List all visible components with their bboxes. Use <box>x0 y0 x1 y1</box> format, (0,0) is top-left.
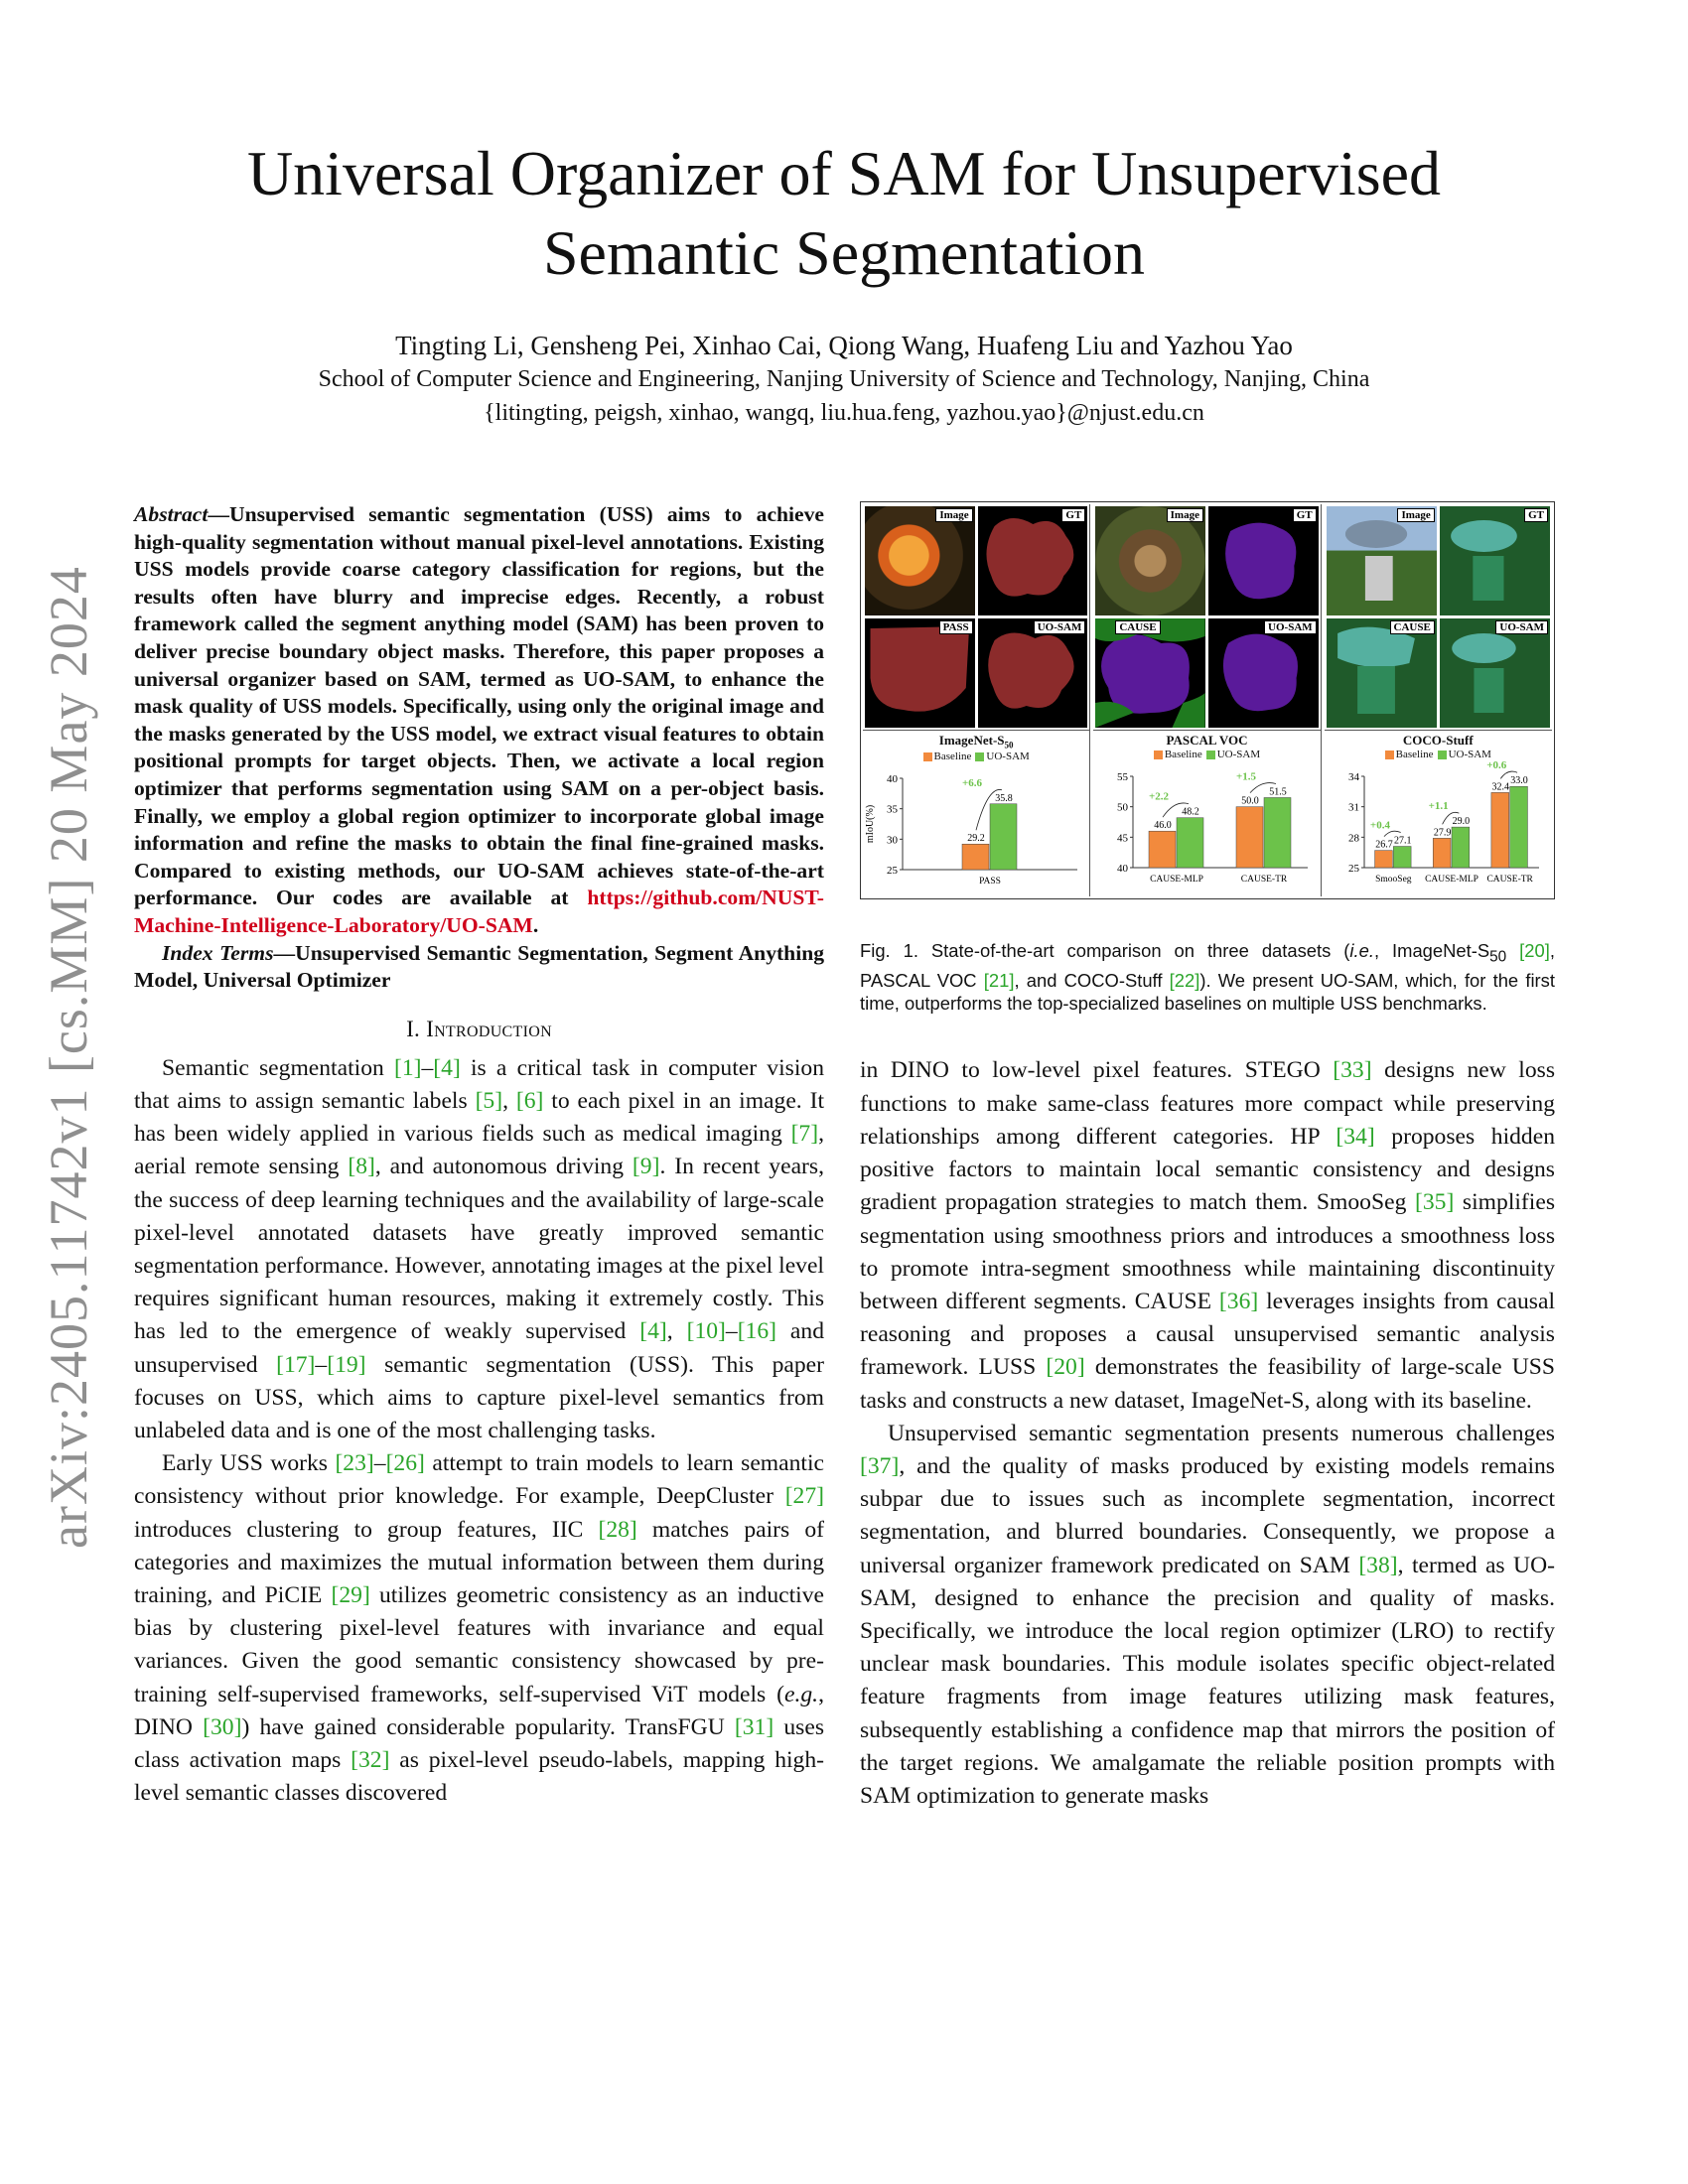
citation-link[interactable]: [23] <box>335 1450 374 1477</box>
bar-value-label: 27.9 <box>1433 827 1452 839</box>
bar-value-label: 46.0 <box>1154 820 1173 832</box>
panel-imagenet <box>863 504 1090 896</box>
bar-uosam <box>1452 827 1470 868</box>
citation-link[interactable]: [20] <box>1046 1354 1085 1381</box>
y-axis-label: mIoU(%) <box>865 804 876 843</box>
mask-gt-imagenet <box>978 506 1088 615</box>
text: in DINO to low-level pixel features. STEGO <box>860 1057 1334 1084</box>
gain-label: +0.4 <box>1369 819 1390 832</box>
bar-value-label: 35.8 <box>995 792 1013 804</box>
mask-cause-coco <box>1327 618 1437 728</box>
y-tick-label: 50 <box>1117 801 1129 814</box>
index-terms <box>134 940 824 995</box>
chart-title: COCO-Stuff <box>1402 733 1474 748</box>
bar-value-label: 29.0 <box>1452 816 1470 828</box>
title-line-2: Semantic Segmentation <box>542 217 1146 288</box>
citation-link[interactable]: [7] <box>790 1121 819 1148</box>
mask-pass-imagenet <box>865 618 975 728</box>
tag-image: Image <box>1167 508 1203 522</box>
y-tick-label: 25 <box>1347 863 1359 875</box>
abstract-end: . <box>532 912 539 937</box>
left-column <box>134 501 824 1810</box>
mask-shape <box>1440 618 1550 728</box>
text: ) have gained considerable popularity. TransFGU <box>241 1713 735 1740</box>
text: proposes hidden positive factors to maintain local semantic consistency and designs gradient propagation strategies to match them. SmooSeg <box>860 1123 1555 1216</box>
text: introduces clustering to group features, IIC <box>134 1516 599 1543</box>
citation-link[interactable]: [29] <box>331 1581 370 1608</box>
intro-paragraph-2 <box>134 1447 824 1810</box>
text: – <box>725 1318 738 1345</box>
text: utilizes geometric consistency as an inductive bias by clustering pixel-level features with invariance and equal variances. Given the good semantic consistency showcased by pre-training self-supervised frameworks, self-supervised ViT models ( <box>134 1581 824 1707</box>
x-tick-label: SmooSeg <box>1374 875 1412 885</box>
text <box>1506 940 1519 961</box>
affiliation: School of Computer Science and Engineering, Nanjing University of Science and Technology, Nanjing, China <box>318 366 1370 392</box>
citation-link[interactable]: [31] <box>734 1713 774 1740</box>
bar-baseline <box>1236 807 1263 868</box>
tag-image: Image <box>935 508 972 522</box>
text: – <box>315 1351 328 1378</box>
panel-pascal-voc <box>1093 504 1321 896</box>
citation-link[interactable]: [8] <box>348 1154 375 1180</box>
panel-coco-stuff <box>1325 504 1552 896</box>
legend-swatch-uosam <box>975 752 984 761</box>
legend-label-uosam: UO-SAM <box>1216 749 1261 760</box>
text: – <box>421 1054 434 1081</box>
sample-images-pascal <box>1093 504 1320 730</box>
sample-images-imagenet <box>863 504 1089 730</box>
mask-shape <box>1208 618 1319 728</box>
sample-image-dog <box>1095 506 1205 615</box>
figure-1-caption <box>860 939 1555 1016</box>
tag-gt: GT <box>1061 508 1085 522</box>
text: to each pixel in an image. It has been widely applied in various fields such as medical imaging <box>134 1087 824 1148</box>
bar-baseline <box>1374 851 1392 868</box>
legend-baseline <box>923 751 972 762</box>
mask-shape <box>978 618 1088 728</box>
bar-value-label: 26.7 <box>1374 839 1393 851</box>
tag-pass: PASS <box>939 620 973 634</box>
mask-gt-pascal <box>1208 506 1319 615</box>
text: , aerial remote sensing <box>134 1121 824 1180</box>
mask-shape <box>1208 506 1319 615</box>
paper-title <box>134 134 1554 293</box>
bar-baseline <box>1491 792 1509 868</box>
mask-shape <box>1440 506 1550 615</box>
citation-link[interactable]: [38] <box>1358 1552 1398 1578</box>
mask-uosam-coco <box>1440 618 1550 728</box>
bar-baseline <box>1149 831 1176 868</box>
x-tick-label: CAUSE-TR <box>1241 875 1288 885</box>
x-tick-label: PASS <box>979 876 1001 887</box>
bar-value-label: 50.0 <box>1241 795 1260 807</box>
chart-title <box>863 733 1089 751</box>
tag-uosam: UO-SAM <box>1264 620 1317 634</box>
legend-swatch-baseline <box>923 752 932 761</box>
text: attempt to train models to learn semantic consistency without prior knowledge. For example, DeepCluster <box>134 1450 824 1510</box>
section-heading-introduction: I. Introduction <box>406 1016 552 1041</box>
bar-uosam <box>990 803 1017 869</box>
text: , <box>666 1318 687 1345</box>
mask-cause-pascal <box>1095 618 1205 728</box>
legend-uosam <box>1206 749 1260 760</box>
mask-gt-coco <box>1440 506 1550 615</box>
text: , termed as UO-SAM, designed to enhance the precision and quality of masks. Specifically, we introduce the local region optimizer (LRO) to rectify unclear mask boundaries. This module isolates specific object-related feature fragments from image features utilizing mask features, subsequently establishing a confidence map that mirrors the position of the target regions. We amalgamate the reliable position prompts with SAM optimization to generate masks <box>860 1552 1555 1809</box>
sample-images-coco <box>1325 504 1552 730</box>
mask-shape <box>1095 618 1205 728</box>
legend-swatch-uosam <box>1438 751 1447 759</box>
citation-link[interactable]: [9] <box>632 1154 660 1180</box>
bar-uosam <box>1509 786 1527 868</box>
bar-value-label: 51.5 <box>1269 786 1288 798</box>
citation-link[interactable]: [4] <box>639 1318 667 1345</box>
text: , PASCAL VOC <box>860 939 1555 991</box>
gain-label: +6.6 <box>961 776 983 789</box>
citation-link[interactable]: [1] <box>393 1054 422 1081</box>
tag-uosam: UO-SAM <box>1495 620 1548 634</box>
text: , DINO <box>134 1681 824 1740</box>
citation-link[interactable]: [32] <box>351 1746 390 1773</box>
x-tick-label: CAUSE-MLP <box>1424 875 1478 885</box>
bar-chart-imagenet <box>863 762 1087 891</box>
text-italic: e.g. <box>784 1681 819 1707</box>
bar-baseline <box>962 844 989 870</box>
arxiv-identifier-stamp: arXiv:2405.11742v1 [cs.MM] 20 May 2024 <box>39 566 98 1549</box>
code-link[interactable]: https://github.com/NUST-Machine-Intelligence-Laboratory/UO-SAM <box>134 886 824 937</box>
tag-cause: CAUSE <box>1390 620 1435 634</box>
mask-shape <box>865 618 975 728</box>
legend-label-uosam: UO-SAM <box>1448 749 1491 760</box>
text: designs new loss functions to make same-class features more compact while preserving relationships among different categories. HP <box>860 1057 1556 1150</box>
legend-baseline <box>1385 749 1434 760</box>
text: semantic segmentation (USS). This paper focuses on USS, which aims to capture pixel-level semantics from unlabeled data and is one of the most challenging tasks. <box>134 1351 824 1443</box>
intro-body-left <box>134 1052 824 1811</box>
citation-link[interactable]: [22] <box>1169 969 1200 991</box>
bar-value-label: 27.1 <box>1393 835 1412 847</box>
bar-value-label: 48.2 <box>1182 806 1200 818</box>
sample-image-goldfish <box>865 506 975 615</box>
sign-shape <box>1327 506 1437 615</box>
citation-link[interactable]: [34] <box>1336 1123 1375 1150</box>
text-italic: i.e. <box>1349 939 1374 961</box>
y-tick-label: 55 <box>1117 771 1129 783</box>
bar-chart-coco <box>1325 760 1549 889</box>
figure-1 <box>860 501 1555 899</box>
text: , and COCO-Stuff <box>1014 969 1170 991</box>
chart-imagenet <box>863 730 1089 896</box>
y-tick-label: 35 <box>887 803 898 816</box>
citation-link[interactable]: [28] <box>598 1516 637 1543</box>
text: , ImageNet-S <box>1373 939 1490 961</box>
text: as pixel-level pseudo-labels, mapping high-level semantic classes discovered <box>134 1746 825 1807</box>
text: , and the quality of masks produced by existing models remains subpar due to issues such as incomplete segmentation, incorrect segmentation, and blurred boundaries. Consequently, we propose a universal organizer framework predicated on SAM <box>860 1452 1555 1578</box>
bar-chart-pascal <box>1093 760 1318 889</box>
abstract-text: —Unsupervised semantic segmentation (USS) aims to achieve high-quality segmentation without manual pixel-level annotations. Existing USS models provide coarse category classification for regions, but the results often have blurry and imprecise edges. Recently, a robust framework called the segment anything model (SAM) has been proven to deliver precise boundary object masks. Therefore, this paper proposes a universal organizer based on SAM, termed as UO-SAM, to enhance the mask quality of USS models. Specifically, using only the original image and the masks generated by the USS model, we extract visual features to obtain positional prompts for target objects. Then, we activate a local region optimizer that performs segmentation using SAM on a per-object basis. Finally, we employ a global region optimizer to incorporate global image information and refine the masks to obtain the final fine-grained masks. Compared to existing methods, our UO-SAM achieves state-of-the-art performance. Our codes are available at <box>134 502 824 910</box>
text: , <box>502 1087 516 1114</box>
bar-value-label: 32.4 <box>1491 781 1509 793</box>
y-tick-label: 40 <box>1117 863 1129 875</box>
chart-legend <box>863 751 1089 762</box>
text: matches pairs of categories and maximizes the mutual information between them during training, and PiCIE <box>134 1516 824 1608</box>
tag-cause: CAUSE <box>1115 620 1160 634</box>
text: is a critical task in computer vision that aims to assign semantic labels <box>134 1054 824 1114</box>
chart-legend <box>1093 749 1320 760</box>
x-tick-label: CAUSE-TR <box>1486 875 1533 885</box>
gain-label: +2.2 <box>1149 790 1170 803</box>
abstract <box>134 501 824 940</box>
mask-shape <box>1327 618 1437 728</box>
text: uses class activation maps <box>134 1713 825 1773</box>
bar-value-label: 33.0 <box>1509 775 1528 787</box>
y-tick-label: 28 <box>1347 832 1359 845</box>
text: Fig. 1. State-of-the-art comparison on three datasets ( <box>860 939 1350 961</box>
y-tick-label: 31 <box>1347 801 1359 814</box>
bar-uosam <box>1264 797 1291 868</box>
text: . In recent years, the success of deep learning techniques and the availability of large-scale pixel-level annotated datasets have greatly improved semantic segmentation performance. However, annotating images at the pixel level requires significant human resources, making it extremely costly. This has led to the emergence of weakly supervised <box>134 1154 824 1345</box>
intro-paragraph-3 <box>860 1054 1555 1417</box>
citation-link[interactable]: [20] <box>1519 939 1550 961</box>
y-tick-label: 25 <box>887 864 898 877</box>
y-tick-label: 45 <box>1117 832 1129 845</box>
text: Semantic segmentation <box>162 1054 394 1081</box>
tag-uosam: UO-SAM <box>1034 620 1086 634</box>
text: , and autonomous driving <box>374 1154 633 1180</box>
chart-title-subscript: 50 <box>1004 740 1014 751</box>
bar-uosam <box>1393 847 1411 868</box>
legend-label-uosam: UO-SAM <box>986 750 1030 762</box>
citation-link[interactable]: [37] <box>860 1452 900 1479</box>
text: and unsupervised <box>134 1318 825 1378</box>
y-tick-label: 34 <box>1347 771 1359 783</box>
citation-link[interactable]: [16] <box>737 1318 777 1345</box>
x-tick-label: CAUSE-MLP <box>1150 875 1204 885</box>
legend-label-baseline: Baseline <box>1164 749 1202 760</box>
tag-gt: GT <box>1293 508 1317 522</box>
legend-uosam <box>975 751 1029 762</box>
citation-link[interactable]: [30] <box>203 1713 242 1740</box>
bar-baseline <box>1433 838 1451 868</box>
text: simplifies segmentation using smoothness priors and introduces a smoothness loss to promote intra-segment smoothness while maintaining discontinuity between different segments. CAUSE <box>860 1189 1555 1314</box>
gain-label: +1.5 <box>1236 770 1257 783</box>
y-tick-label: 30 <box>887 833 898 846</box>
gain-label: +1.1 <box>1428 800 1449 813</box>
title-block <box>134 134 1554 430</box>
text: demonstrates the feasibility of large-scale USS tasks and constructs a new dataset, ImageNet-S, along with its baseline. <box>860 1354 1555 1414</box>
authors: Tingting Li, Gensheng Pei, Xinhao Cai, Qiong Wang, Huafeng Liu and Yazhou Yao <box>395 331 1293 360</box>
mask-uosam-pascal <box>1208 618 1319 728</box>
text: Unsupervised semantic segmentation presents numerous challenges <box>888 1420 1555 1446</box>
citation-link[interactable]: [4] <box>433 1054 461 1081</box>
citation-link[interactable]: [35] <box>1415 1189 1455 1216</box>
text: leverages insights from causal reasoning and proposes a causal unsupervised semantic analysis framework. LUSS <box>860 1288 1556 1381</box>
chart-pascal <box>1093 730 1320 894</box>
text: – <box>373 1450 386 1477</box>
index-terms-lead: Index Terms <box>162 940 274 965</box>
citation-link[interactable]: [17] <box>276 1351 316 1378</box>
index-terms-text: —Unsupervised Semantic Segmentation, Segment Anything Model, Universal Optimizer <box>134 940 824 993</box>
figure-panels <box>863 504 1552 896</box>
citation-link[interactable]: [26] <box>385 1450 425 1477</box>
citation-link[interactable]: [27] <box>784 1483 824 1510</box>
intro-paragraph-4 <box>860 1418 1555 1813</box>
citation-link[interactable]: [5] <box>475 1087 503 1114</box>
sample-image-sign <box>1327 506 1437 615</box>
bar-value-label: 29.2 <box>967 832 985 844</box>
gain-label: +0.6 <box>1485 760 1506 772</box>
title-line-1: Universal Organizer of SAM for Unsupervised <box>246 138 1442 208</box>
text: Early USS works <box>162 1450 336 1477</box>
mask-uosam-imagenet <box>978 618 1088 728</box>
citation-link[interactable]: [36] <box>1218 1288 1259 1314</box>
citation-link[interactable]: [19] <box>327 1351 366 1378</box>
tag-gt: GT <box>1524 508 1548 522</box>
bar-uosam <box>1177 818 1203 868</box>
text-subscript: 50 <box>1489 948 1507 966</box>
chart-title-text: ImageNet-S <box>938 733 1005 748</box>
legend-label-baseline: Baseline <box>933 750 972 762</box>
mask-shape <box>978 506 1088 615</box>
chart-legend <box>1325 749 1552 760</box>
right-column <box>860 501 1555 1813</box>
legend-swatch-baseline <box>1154 751 1163 759</box>
intro-paragraph-1 <box>134 1052 824 1447</box>
intro-body-right <box>860 1054 1555 1813</box>
chart-title: PASCAL VOC <box>1166 733 1248 748</box>
legend-swatch-baseline <box>1385 751 1394 759</box>
y-tick-label: 40 <box>887 772 898 785</box>
citation-link[interactable]: [33] <box>1333 1057 1372 1084</box>
citation-link[interactable]: [10] <box>686 1318 726 1345</box>
citation-link[interactable]: [6] <box>515 1087 544 1114</box>
email-list: {litingting, peigsh, xinhao, wangq, liu.hua.feng, yazhou.yao}@njust.edu.cn <box>484 400 1204 426</box>
legend-label-baseline: Baseline <box>1395 749 1434 760</box>
legend-baseline <box>1154 749 1202 760</box>
chart-coco <box>1325 730 1552 894</box>
legend-uosam <box>1438 749 1491 760</box>
abstract-lead: Abstract <box>134 502 209 526</box>
tag-image: Image <box>1397 508 1434 522</box>
text: ). We present UO-SAM, which, for the first time, outperforms the top-specialized baselines on multiple USS benchmarks. <box>860 969 1555 1015</box>
citation-link[interactable]: [21] <box>983 969 1015 991</box>
legend-swatch-uosam <box>1206 751 1215 759</box>
